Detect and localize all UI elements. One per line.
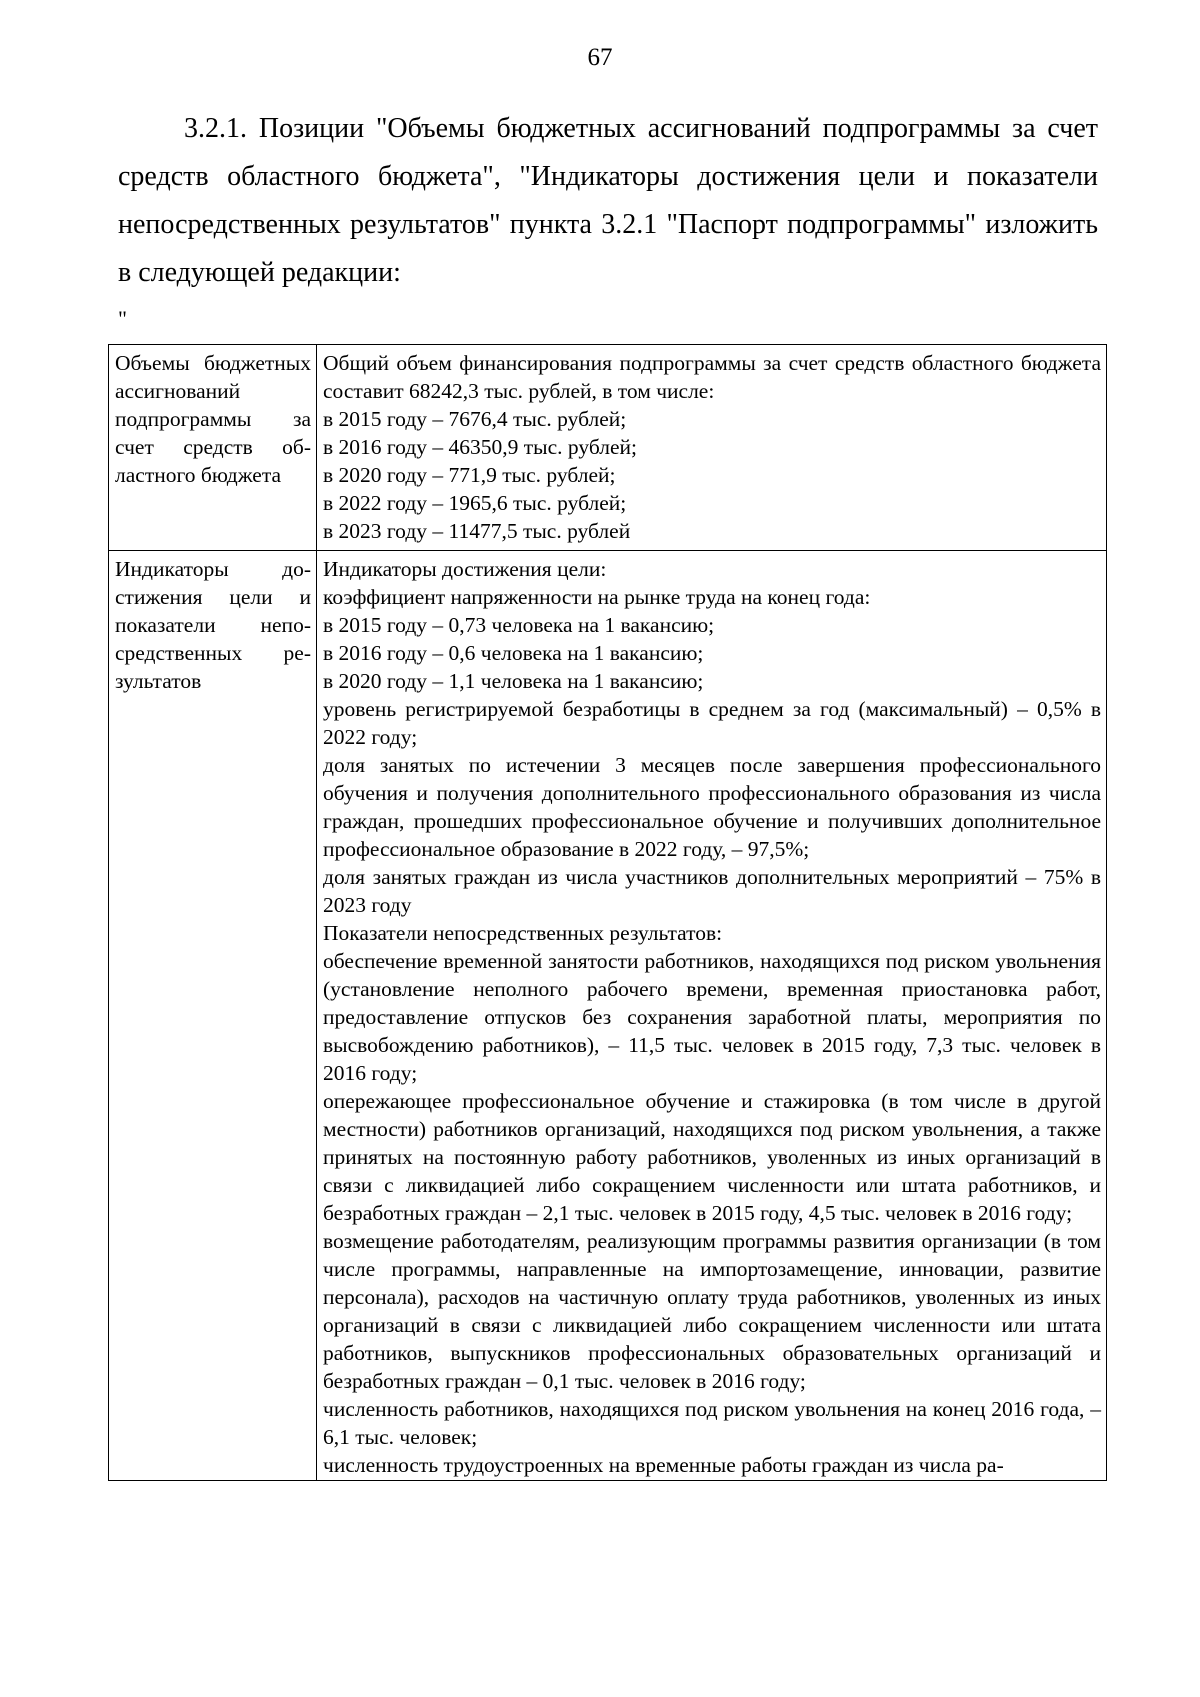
row-content-indicators [317, 551, 1107, 1481]
indicator-line: Показатели непосредственных результатов: [323, 921, 723, 945]
budget-line: в 2022 году – 1965,6 тыс. рублей; [323, 491, 627, 515]
page-number: 67 [587, 44, 613, 71]
indicator-line: доля занятых граждан из числа участников дополнительных мероприятий – 75% в 2023 году [323, 865, 1101, 917]
row-label-budget: Объемы бюджетных ассигнований подпрограммы за счет средств областного бюджета [109, 345, 317, 551]
budget-line: в 2020 году – 771,9 тыс. рублей; [323, 463, 616, 487]
indicator-line: в 2020 году – 1,1 человека на 1 вакансию; [323, 669, 704, 693]
intro-paragraph: 3.2.1. Позиции "Объемы бюджетных ассигнований подпрограммы за счет средств областного бюджета", "Индикаторы достижения цели и показатели непосредственных результатов" пункта 3.2.1 "Паспорт подпрограммы" изложить в следующей редакции: [118, 113, 1098, 288]
indicator-line: в 2016 году – 0,6 человека на 1 вакансию; [323, 641, 704, 665]
budget-line: в 2023 году – 11477,5 тыс. рублей [323, 519, 631, 543]
indicator-line: численность трудоустроенных на временные работы граждан из числа ра- [323, 1453, 1004, 1477]
budget-line: в 2015 году – 7676,4 тыс. рублей; [323, 407, 627, 431]
row-content-budget [317, 345, 1107, 551]
indicator-line: коэффициент напряженности на рынке труда на конец года: [323, 585, 871, 609]
table-row-indicators [109, 551, 1107, 1481]
indicator-line: в 2015 году – 0,73 человека на 1 вакансию; [323, 613, 715, 637]
row-label-indicators: Индикаторы достижения цели и показатели непосредственных результатов [109, 551, 317, 1481]
table-row-budget [109, 345, 1107, 551]
indicator-line: численность работников, находящихся под риском увольнения на конец 2016 года, – 6,1 тыс. человек; [323, 1397, 1101, 1449]
budget-line: в 2016 году – 46350,9 тыс. рублей; [323, 435, 637, 459]
indicator-line: опережающее профессиональное обучение и стажировка (в том числе в другой местности) работников организаций, находящихся под риском увольнения, а также принятых на постоянную работу работников, уволенных из иных организаций в связи с ликвидацией либо сокращением численности или штата работников, и безработных граждан – 2,1 тыс. человек в 2015 году, 4,5 тыс. человек в 2016 году; [323, 1089, 1101, 1225]
budget-line: Общий объем финансирования подпрограммы за счет средств областного бюджета составит 68242,3 тыс. рублей, в том числе: [323, 351, 1101, 403]
indicator-line: Индикаторы достижения цели: [323, 557, 607, 581]
indicator-line: обеспечение временной занятости работников, находящихся под риском увольнения (установление неполного рабочего времени, временная приостановка работ, предоставление отпусков без сохранения заработной платы, мероприятия по высвобождению работников), – 11,5 тыс. человек в 2015 году, 7,3 тыс. человек в 2016 году; [323, 949, 1101, 1085]
opening-quote-mark: " [118, 306, 127, 331]
subprogram-passport-table [108, 344, 1107, 1481]
indicator-line: возмещение работодателям, реализующим программы развития организации (в том числе программы, направленные на импортозамещение, инновации, развитие персонала), расходов на частичную оплату труда работников, уволенных из иных организаций в связи с ликвидацией либо сокращением численности или штата работников, выпускников профессиональных образовательных организаций и безработных граждан – 0,1 тыс. человек в 2016 году; [323, 1229, 1101, 1393]
indicator-line: доля занятых по истечении 3 месяцев после завершения профессионального обучения и получения дополнительного профессионального образования из числа граждан, прошедших профессиональное обучение и получивших дополнительное профессиональное образование в 2022 году, – 97,5%; [323, 753, 1101, 861]
indicator-line: уровень регистрируемой безработицы в среднем за год (максимальный) – 0,5% в 2022 году; [323, 697, 1101, 749]
